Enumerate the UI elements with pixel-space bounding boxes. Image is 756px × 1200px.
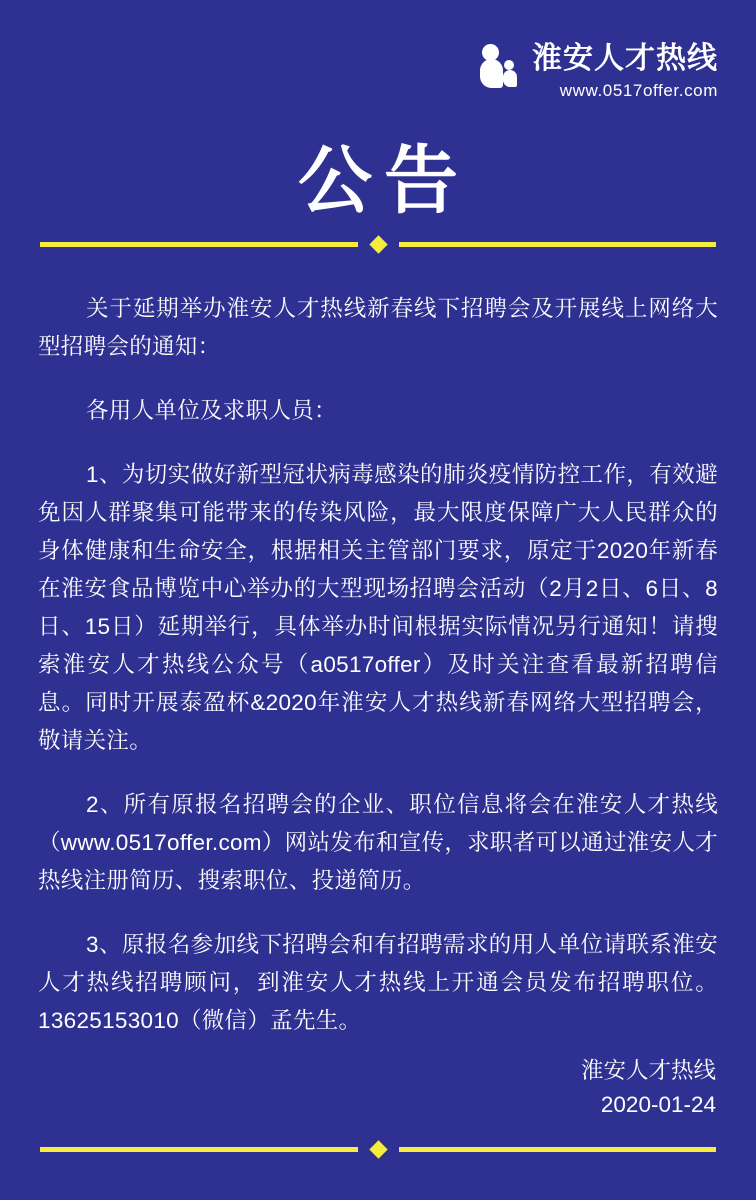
divider-bottom: [40, 1143, 716, 1156]
brand-logo: [480, 42, 718, 101]
diamond-icon: [369, 235, 387, 253]
diamond-icon: [369, 1140, 387, 1158]
page-title: 公告: [298, 139, 470, 222]
divider-bar-right: [399, 1147, 717, 1152]
divider-top: [40, 238, 716, 251]
brand-name: 淮安人才热线: [532, 42, 718, 75]
paragraph: 2、所有原报名招聘会的企业、职位信息将会在淮安人才热线（www.0517offer.com）网站发布和宣传，求职者可以通过淮安人才热线注册简历、搜索职位、投递简历。: [38, 792, 718, 893]
paragraph: 各用人单位及求职人员：: [86, 398, 337, 423]
divider-bar-left: [40, 1147, 358, 1152]
announcement-body: [38, 290, 718, 1040]
paragraph: 3、原报名参加线下招聘会和有招聘需求的用人单位请联系淮安人才热线招聘顾问，到淮安人才热线上开通会员发布招聘职位。13625153010（微信）孟先生。: [38, 932, 718, 1033]
signature-date: 2020-01-24: [600, 1092, 716, 1117]
divider-bar-right: [399, 242, 717, 247]
brand-website: www.0517offer.com: [559, 80, 718, 100]
signature-org: 淮安人才热线: [580, 1058, 716, 1083]
signature: [581, 1054, 716, 1122]
two-people-icon: [480, 44, 522, 92]
paragraph: 关于延期举办淮安人才热线新春线下招聘会及开展线上网络大型招聘会的通知：: [38, 296, 718, 359]
divider-bar-left: [40, 242, 358, 247]
paragraph: 1、为切实做好新型冠状病毒感染的肺炎疫情防控工作，有效避免因人群聚集可能带来的传染风险，最大限度保障广大人民群众的身体健康和生命安全，根据相关主管部门要求，原定于2020年新春在淮安食品博览中心举办的大型现场招聘会活动（2月2日、6日、8日、15日）延期举行，具体举办时间根据实际情况另行通知！请搜索淮安人才热线公众号（a0517offer）及时关注查看最新招聘信息。同时开展泰盈杯&2020年淮安人才热线新春网络大型招聘会，敬请关注。: [38, 462, 718, 753]
